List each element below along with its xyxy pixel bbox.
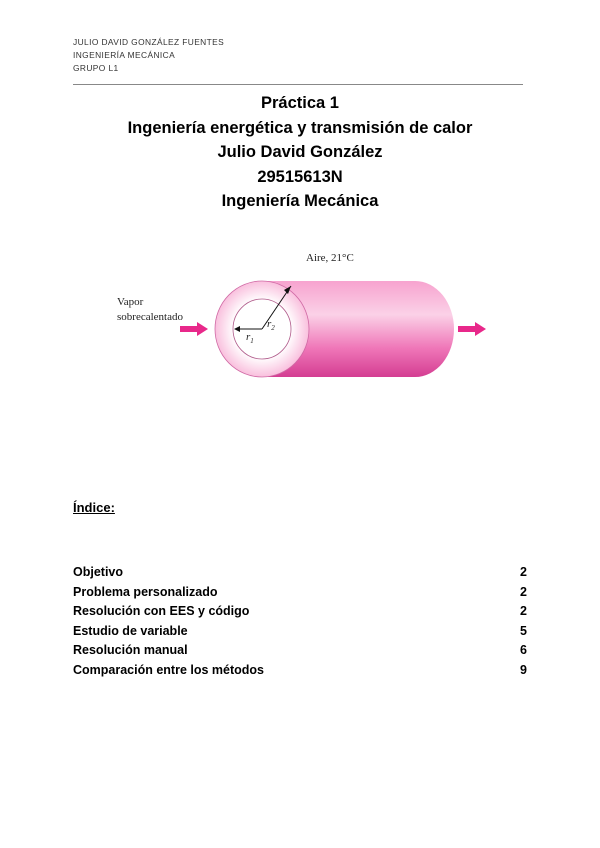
r2-label: $r_2$ bbox=[267, 318, 275, 332]
toc-item-label: Comparación entre los métodos bbox=[73, 662, 265, 677]
toc-item-label: Resolución con EES y código bbox=[73, 604, 250, 618]
toc-item-page: 2 bbox=[520, 584, 527, 599]
toc-row[interactable] bbox=[73, 563, 527, 583]
inlet-label-vapor: Vapor bbox=[117, 296, 144, 308]
toc-row[interactable] bbox=[73, 641, 527, 661]
toc-item-label: Objetivo bbox=[73, 565, 124, 579]
toc-item-label: Resolución manual bbox=[73, 643, 188, 657]
title-subject: Ingeniería energética y transmisión de calor bbox=[127, 118, 473, 137]
header-group: GRUPO L1 bbox=[73, 63, 119, 73]
toc-row[interactable] bbox=[73, 661, 527, 681]
toc-row[interactable] bbox=[73, 602, 527, 622]
title-id: 29515613N bbox=[257, 167, 343, 186]
header-degree: INGENIERÍA MECÁNICA bbox=[73, 50, 176, 60]
toc-item-page: 2 bbox=[520, 604, 527, 618]
toc-item-page: 9 bbox=[520, 662, 527, 677]
header-divider bbox=[73, 84, 523, 85]
title-author: Julio David González bbox=[217, 143, 383, 161]
header-author: JULIO DAVID GONZÁLEZ FUENTES bbox=[73, 37, 225, 47]
index-heading: Índice: bbox=[73, 500, 115, 515]
pipe-figure bbox=[108, 243, 492, 391]
inlet-arrow bbox=[180, 322, 208, 336]
toc-item-label: Problema personalizado bbox=[73, 584, 218, 599]
table-of-contents bbox=[73, 563, 527, 680]
title-block bbox=[0, 91, 600, 214]
toc-row[interactable] bbox=[73, 622, 527, 642]
title-degree: Ingeniería Mecánica bbox=[221, 192, 379, 210]
outlet-arrow bbox=[458, 322, 486, 336]
toc-item-label: Estudio de variable bbox=[73, 623, 188, 638]
toc-item-page: 2 bbox=[520, 565, 527, 579]
title-practice: Práctica 1 bbox=[261, 94, 339, 112]
toc-item-page: 5 bbox=[520, 623, 527, 638]
page-header bbox=[73, 36, 224, 75]
r1-label: $r_1$ bbox=[246, 331, 254, 345]
toc-row[interactable] bbox=[73, 583, 527, 603]
inlet-label-superheated: sobrecalentado bbox=[117, 311, 183, 323]
pipe-diagram bbox=[108, 243, 492, 391]
air-label: Aire, 21°C bbox=[306, 252, 354, 264]
toc-item-page: 6 bbox=[520, 643, 527, 657]
